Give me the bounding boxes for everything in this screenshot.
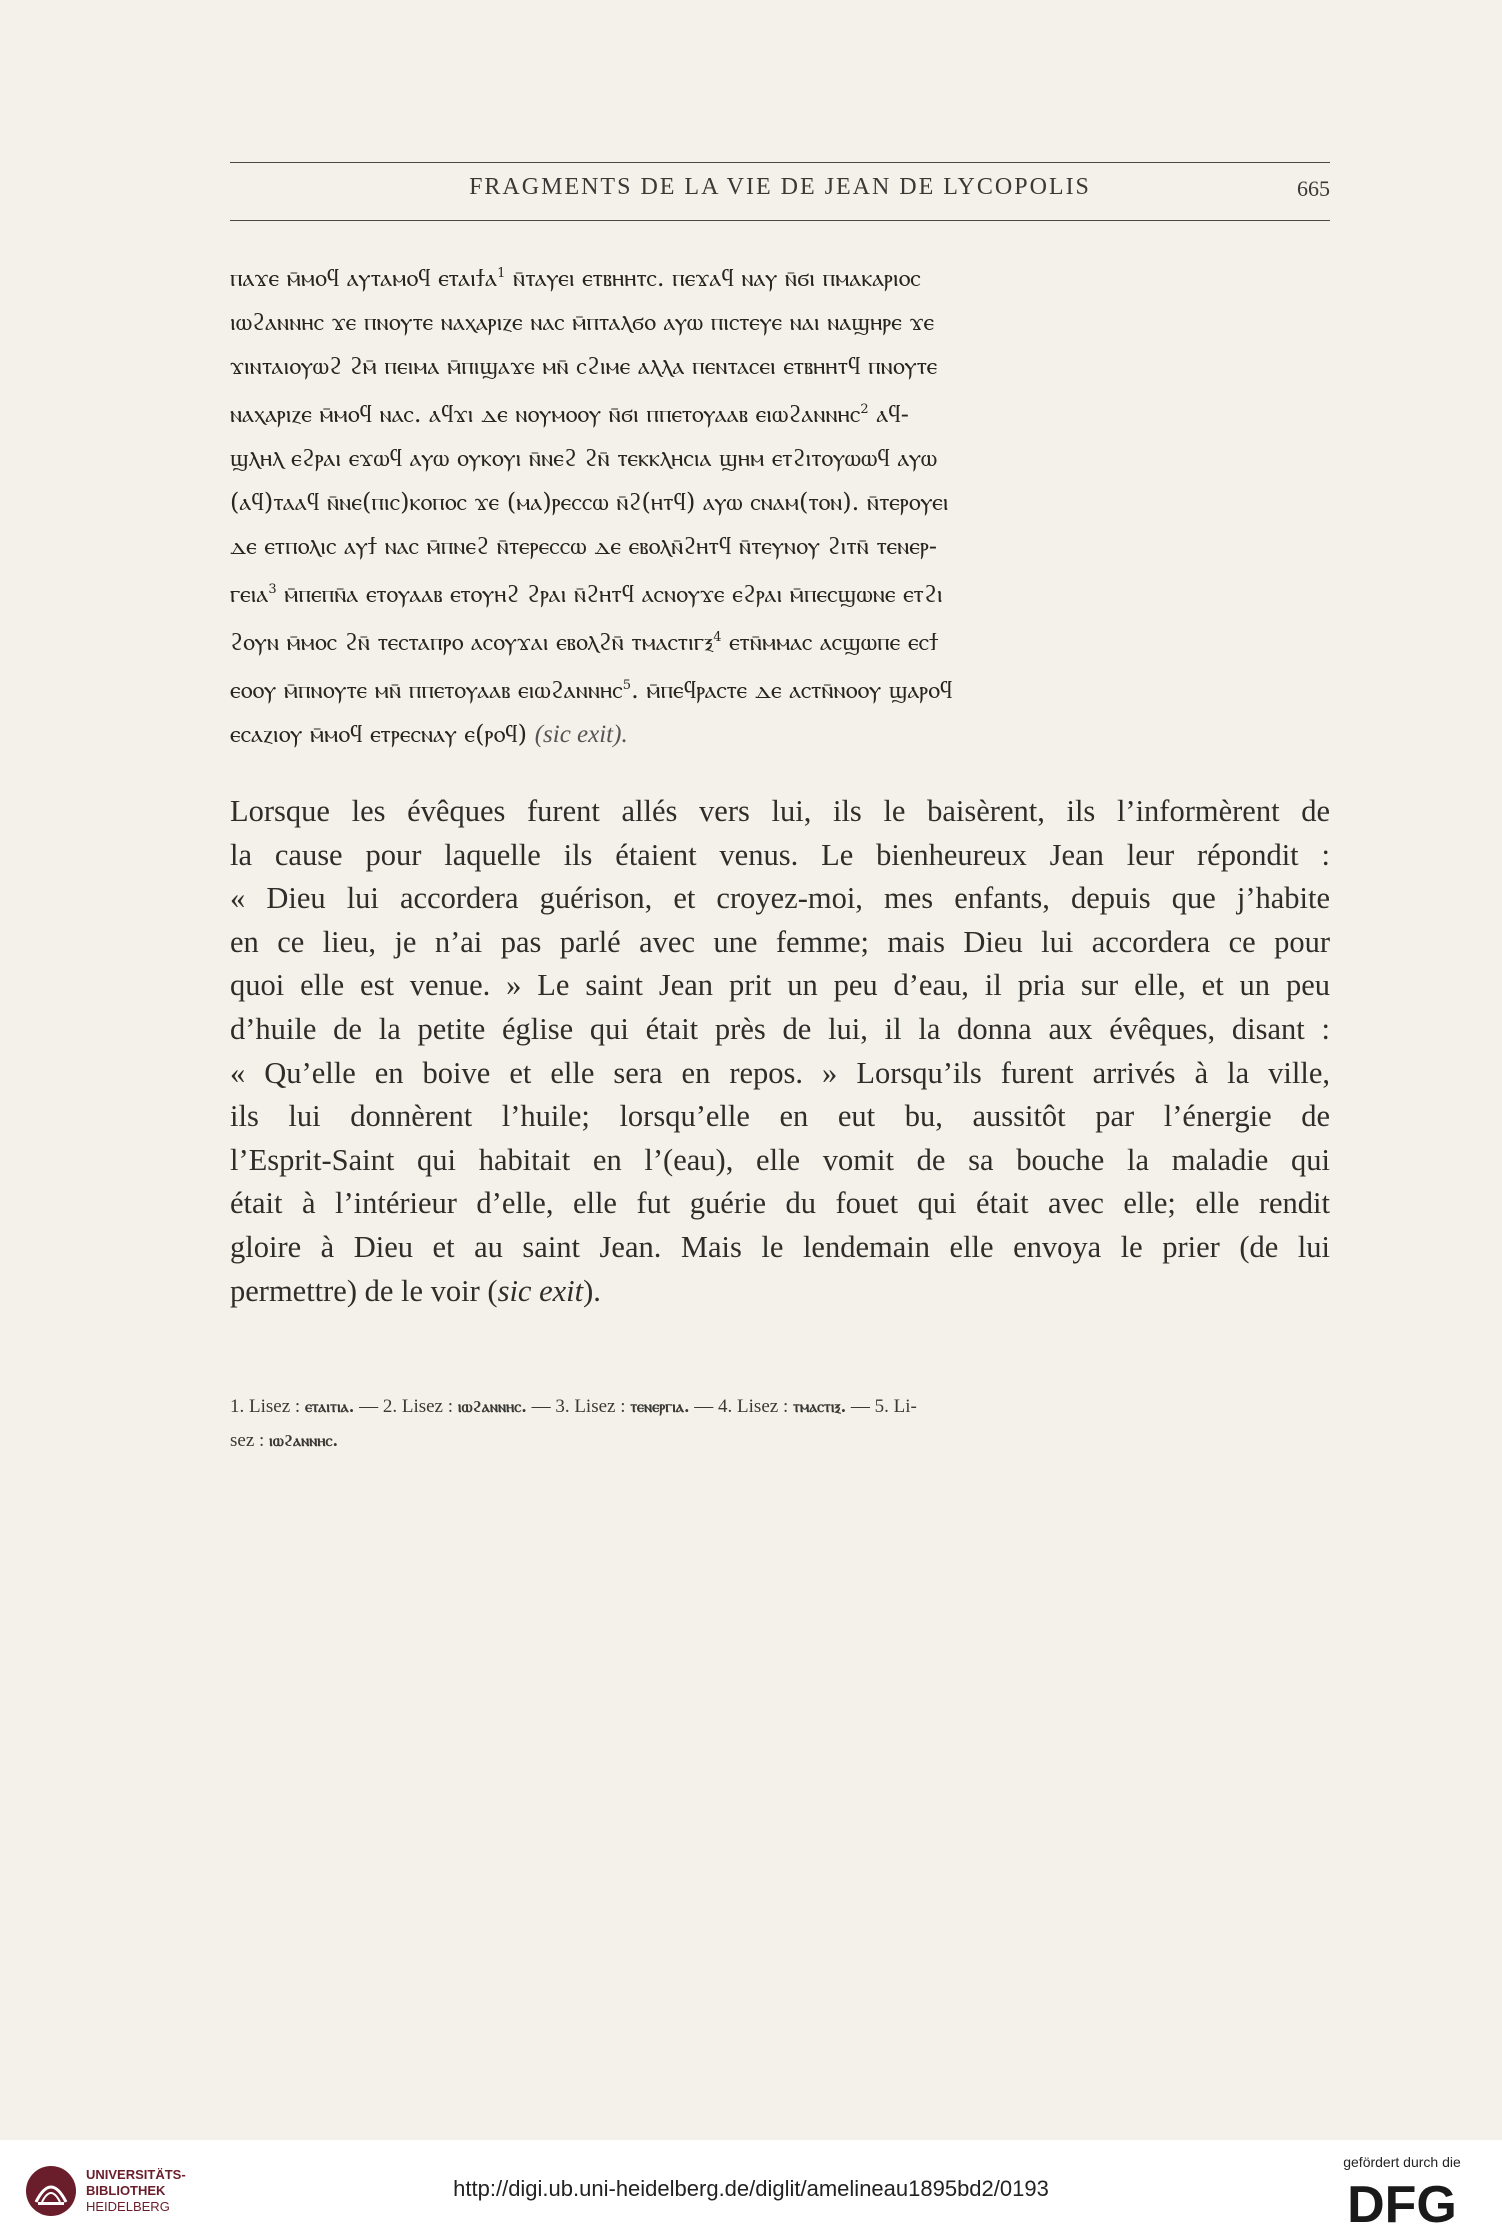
sic-italic: sic exit	[497, 1273, 584, 1308]
french-translation	[230, 790, 1330, 1313]
french-line: l’Esprit-Saint qui habitait en l’(eau), elle vomit de sa bouche la maladie qui	[230, 1142, 1330, 1177]
coptic-line: ϩⲟⲩⲛ ⲙ̄ⲙⲟⲥ ϩⲛ̄ ⲧⲉⲥⲧⲁⲡⲣⲟ ⲁⲥⲟⲩϫⲁⲓ ⲉⲃⲟⲗϩⲛ̄ ⲧⲙⲁⲥⲧⲓⲅⲝ$^4$ ⲉⲧⲛ̄ⲙⲙⲁⲥ ⲁⲥϣⲱⲡⲉ ⲉⲥϯ	[230, 628, 939, 656]
french-line: quoi elle est venue. » Le saint Jean prit un peu d’eau, il pria sur elle, et un peu	[230, 968, 1330, 1003]
french-line: ils lui donnèrent l’huile; lorsqu’elle en eut bu, aussitôt par l’énergie de	[230, 1099, 1330, 1134]
coptic-line: ⲡⲁϫⲉ ⲙ̄ⲙⲟϥ ⲁⲩⲧⲁⲙⲟϥ ⲉⲧⲁⲓϯⲁ$^1$ ⲛ̄ⲧⲁⲩⲉⲓ ⲉⲧⲃⲏⲏⲧⲥ. ⲡⲉϫⲁϥ ⲛⲁⲩ ⲛ̄ϭⲓ ⲡⲙⲁⲕⲁⲣⲓⲟⲥ	[230, 264, 921, 292]
running-title: FRAGMENTS DE LA VIE DE JEAN DE LYCOPOLIS	[469, 174, 1091, 200]
coptic-line: ⲉⲥⲁⲍⲓⲟⲩ ⲙ̄ⲙⲟϥ ⲉⲧⲣⲉⲥⲛⲁⲩ ⲉ(ⲣⲟϥ) (sic exit).	[230, 720, 628, 748]
dfg-logo-icon[interactable]	[1327, 2174, 1477, 2230]
footnotes	[230, 1390, 1330, 1458]
coptic-line: ϫⲓⲛⲧⲁⲓⲟⲩⲱϩ ϩⲙ̄ ⲡⲉⲓⲙⲁ ⲙ̄ⲡⲓϣⲁϫⲉ ⲙⲛ̄ ⲥϩⲓⲙⲉ ⲁⲗⲗⲁ ⲡⲉⲛⲧⲁⲥⲉⲓ ⲉⲧⲃⲏⲏⲧϥ ⲡⲛⲟⲩⲧⲉ	[230, 352, 938, 380]
header-rule-bottom	[230, 220, 1330, 221]
footnote-marker: 1	[497, 266, 506, 281]
footnote-line: 1. Lisez : ⲉⲧⲁⲓⲧⲓⲁ. — 2. Lisez : ⲓⲱϩⲁⲛⲛⲏⲥ. — 3. Lisez : ⲧⲉⲛⲉⲣⲅⲓⲁ. — 4. Lisez : ⲧⲙⲁⲥⲧⲓⲝ. — 5. Li-	[230, 1396, 917, 1417]
french-line: « Qu’elle en boive et elle sera en repos. » Lorsqu’ils furent arrivés à la ville,	[230, 1055, 1330, 1090]
library-name: UNIVERSITÄTS- BIBLIOTHEK HEIDELBERG	[86, 2167, 186, 2214]
french-line: « Dieu lui accordera guérison, et croyez-moi, mes enfants, depuis que j’habite	[230, 881, 1330, 916]
french-line-last: permettre) de le voir (sic exit).	[230, 1273, 601, 1308]
french-line: gloire à Dieu et au saint Jean. Mais le lendemain elle envoya le prier (de lui	[230, 1229, 1330, 1264]
page-number: 665	[1297, 176, 1330, 201]
coptic-line: ⲇⲉ ⲉⲧⲡⲟⲗⲓⲥ ⲁⲩϯ ⲛⲁⲥ ⲙ̄ⲡⲛⲉϩ ⲛ̄ⲧⲉⲣⲉⲥⲥⲱ ⲇⲉ ⲉⲃⲟⲗⲛ̄ϩⲏⲧϥ ⲛ̄ⲧⲉⲩⲛⲟⲩ ϩⲓⲧⲛ̄ ⲧⲉⲛⲉⲣ-	[230, 532, 938, 560]
footnote-marker: 3	[268, 582, 277, 597]
french-line: d’huile de la petite église qui était près de lui, il la donna aux évêques, disant :	[230, 1011, 1330, 1046]
svg-text:DFG: DFG	[1347, 2176, 1457, 2230]
french-line: était à l’intérieur d’elle, elle fut guérie du fouet qui était avec elle; elle rendit	[230, 1186, 1330, 1221]
coptic-line: ⲅⲉⲓⲁ$^3$ ⲙ̄ⲡⲉⲡⲛ̄ⲁ ⲉⲧⲟⲩⲁⲁⲃ ⲉⲧⲟⲩⲏϩ ϩⲣⲁⲓ ⲛ̄ϩⲏⲧϥ ⲁⲥⲛⲟⲩϫⲉ ⲉϩⲣⲁⲓ ⲙ̄ⲡⲉⲥϣⲱⲛⲉ ⲉⲧϩⲓ	[230, 580, 943, 608]
french-line: en ce lieu, je n’ai pas parlé avec une femme; mais Dieu lui accordera ce pour	[230, 924, 1330, 959]
header-rule-top	[230, 162, 1330, 163]
french-line: la cause pour laquelle ils étaient venus. Le bienheureux Jean leur répondit :	[230, 837, 1330, 872]
coptic-line: (ⲁϥ)ⲧⲁⲁϥ ⲛ̄ⲛⲉ(ⲡⲓⲥ)ⲕⲟⲡⲟⲥ ϫⲉ (ⲙⲁ)ⲣⲉⲥⲥⲱ ⲛ̄ϩ(ⲏⲧϥ) ⲁⲩⲱ ⲥⲛⲁⲙ(ⲧⲟⲛ). ⲛ̄ⲧⲉⲣⲟⲩⲉⲓ	[230, 488, 949, 516]
footnote-marker: 5	[622, 678, 632, 693]
french-line: Lorsque les évêques furent allés vers lui, ils le baisèrent, ils l’informèrent de	[230, 794, 1330, 828]
permalink-url[interactable]: http://digi.ub.uni-heidelberg.de/diglit/amelineau1895bd2/0193	[453, 2176, 1049, 2201]
coptic-line: ⲛⲁⲭⲁⲣⲓⲍⲉ ⲙ̄ⲙⲟϥ ⲛⲁⲥ. ⲁϥϫⲓ ⲇⲉ ⲛⲟⲩⲙⲟⲟⲩ ⲛ̄ϭⲓ ⲡⲡⲉⲧⲟⲩⲁⲁⲃ ⲉⲓⲱϩⲁⲛⲛⲏⲥ$^2$ ⲁϥ-	[230, 400, 909, 428]
coptic-line: ϣⲗⲏⲗ ⲉϩⲣⲁⲓ ⲉϫⲱϥ ⲁⲩⲱ ⲟⲩⲕⲟⲩⲓ ⲛ̄ⲛⲉϩ ϩⲛ̄ ⲧⲉⲕⲕⲗⲏⲥⲓⲁ ϣⲏⲙ ⲉⲧϩⲓⲧⲟⲩⲱⲱϥ ⲁⲩⲱ	[230, 444, 938, 472]
coptic-line: ⲉⲟⲟⲩ ⲙ̄ⲡⲛⲟⲩⲧⲉ ⲙⲛ̄ ⲡⲡⲉⲧⲟⲩⲁⲁⲃ ⲉⲓⲱϩⲁⲛⲛⲏⲥ$^5$. ⲙ̄ⲡⲉϥⲣⲁⲥⲧⲉ ⲇⲉ ⲁⲥⲧⲛ̄ⲛⲟⲟⲩ ϣⲁⲣⲟϥ	[230, 676, 953, 704]
footnote-line: sez : ⲓⲱϩⲁⲛⲛⲏⲥ.	[230, 1430, 339, 1451]
funding-credit	[1322, 2154, 1482, 2230]
digitization-footer	[0, 2140, 1502, 2239]
coptic-line: ⲓⲱϩⲁⲛⲛⲏⲥ ϫⲉ ⲡⲛⲟⲩⲧⲉ ⲛⲁⲭⲁⲣⲓⲍⲉ ⲛⲁⲥ ⲙ̄ⲡⲧⲁⲗϭⲟ ⲁⲩⲱ ⲡⲓⲥⲧⲉⲩⲉ ⲛⲁⲓ ⲛⲁϣⲏⲣⲉ ϫⲉ	[230, 308, 935, 336]
footnote-marker: 2	[860, 402, 869, 417]
footnote-marker: 4	[713, 630, 722, 645]
coptic-text-block	[230, 252, 1330, 757]
running-header	[230, 172, 1330, 212]
funding-text: gefördert durch die	[1343, 2154, 1461, 2170]
sic-note: (sic exit).	[534, 721, 628, 748]
